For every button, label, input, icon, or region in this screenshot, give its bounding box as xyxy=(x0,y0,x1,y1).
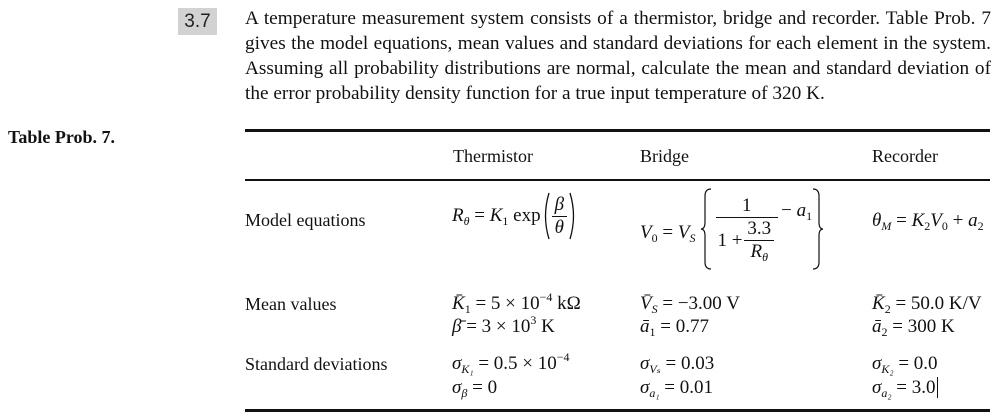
header-rule xyxy=(245,179,990,181)
header-bridge: Bridge xyxy=(640,146,689,166)
mean-vs: $V̄_S = -3.00$ V xyxy=(640,293,740,316)
problem-text: A temperature measurement system consists of a thermistor, bridge and recorder. Table Prob. 7 gives the model equations, mean values and standard deviations for each element in the system. Assuming all probability distributions are normal, calculate the mean and standard deviation of the error probability density function for a true input temperature of 320 K. xyxy=(245,8,991,104)
table-top-rule xyxy=(245,129,990,132)
right-paren-icon xyxy=(569,192,578,240)
table-bottom-rule xyxy=(245,409,990,412)
row-label-stddev: Standard deviations xyxy=(245,354,388,374)
left-brace-icon xyxy=(700,188,712,270)
left-paren-icon xyxy=(541,192,550,240)
sigma-beta: $\sigma_\beta = 0$ xyxy=(452,377,498,400)
mean-k2: $K̄_2 = 50.0$ K/V xyxy=(872,293,982,316)
mean-k1: $K̄_1 = 5 \times 10^{-4}$ kΩ xyxy=(452,290,581,316)
sigma-a1: $\sigma_{a_1} = 0.01$ xyxy=(640,377,714,400)
row-label-means: Mean values xyxy=(245,294,337,314)
bridge-equation: $V_0 = V_S$ 1 1 + $\frac{3.3}{R_\theta}$ − $a_1$ xyxy=(640,188,824,270)
problem-number: 3.7 xyxy=(178,8,217,35)
sigma-k2: $\sigma_{K_2} = 0.0$ xyxy=(872,353,938,376)
sigma-vs: $\sigma_{V_s} = 0.03$ xyxy=(640,353,715,376)
recorder-equation: $\theta_M = K_2V_0 + a_2$ xyxy=(872,210,984,233)
row-label-model: Model equations xyxy=(245,210,366,230)
header-recorder: Recorder xyxy=(872,146,938,166)
mean-beta: β̄ = $3 \times 10^3$ K xyxy=(452,313,555,337)
sigma-a2: $\sigma_{a_2} = 3.0$ xyxy=(872,377,936,400)
mean-a2: $ā_2 = 300$ K xyxy=(872,316,955,339)
text-cursor xyxy=(937,377,938,398)
thermistor-equation: $R_\theta = K_1$ exp $\frac{\beta}{\theta}$ xyxy=(452,192,578,240)
right-brace-icon xyxy=(812,188,824,270)
table-title: Table Prob. 7. xyxy=(8,127,116,147)
header-thermistor: Thermistor xyxy=(453,146,533,166)
sigma-k1: $\sigma_{K_1} = 0.5 \times 10^{-4}$ xyxy=(452,350,570,376)
mean-a1: $ā_1 = 0.77$ xyxy=(640,316,709,339)
